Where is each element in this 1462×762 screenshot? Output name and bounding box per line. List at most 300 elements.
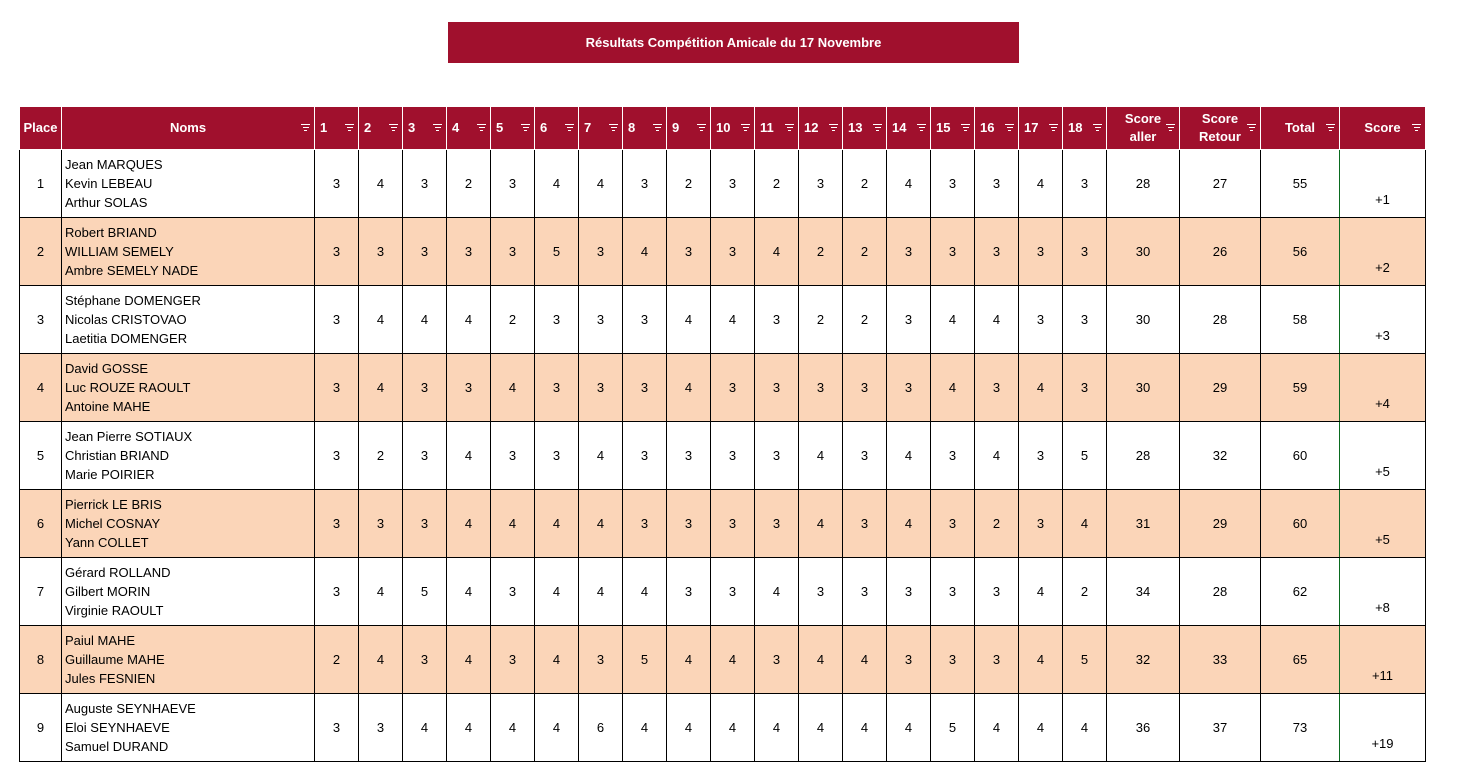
hole-score-cell: 3 bbox=[1019, 490, 1063, 558]
hole-score-cell: 4 bbox=[403, 286, 447, 354]
hole-score-cell: 3 bbox=[1063, 218, 1107, 286]
header-hole-15[interactable] bbox=[931, 107, 975, 150]
header-hole-13[interactable] bbox=[843, 107, 887, 150]
hole-score-cell: 5 bbox=[931, 694, 975, 762]
page-title-text: Résultats Compétition Amicale du 17 Novembre bbox=[585, 35, 882, 50]
hole-score-cell: 4 bbox=[843, 626, 887, 694]
place-cell: 4 bbox=[20, 354, 62, 422]
header-hole-label: 3 bbox=[408, 120, 416, 135]
hole-score-cell: 4 bbox=[535, 558, 579, 626]
player-name: Paiul MAHE bbox=[65, 633, 136, 648]
player-name: Antoine MAHE bbox=[65, 399, 151, 414]
hole-score-cell: 4 bbox=[667, 354, 711, 422]
filter-icon[interactable] bbox=[433, 124, 442, 132]
page-title bbox=[448, 22, 1019, 63]
names-cell bbox=[62, 354, 315, 422]
place-cell: 8 bbox=[20, 626, 62, 694]
total-cell: 60 bbox=[1261, 422, 1340, 490]
score-aller-cell: 36 bbox=[1107, 694, 1180, 762]
place-cell: 5 bbox=[20, 422, 62, 490]
filter-icon[interactable] bbox=[609, 124, 618, 132]
score-cell: +3 bbox=[1340, 286, 1426, 354]
hole-score-cell: 2 bbox=[491, 286, 535, 354]
hole-score-cell: 4 bbox=[1019, 150, 1063, 218]
hole-score-cell: 4 bbox=[1019, 558, 1063, 626]
hole-score-cell: 3 bbox=[843, 558, 887, 626]
hole-score-cell: 4 bbox=[359, 150, 403, 218]
hole-score-cell: 3 bbox=[887, 218, 931, 286]
hole-score-cell: 4 bbox=[887, 694, 931, 762]
hole-score-cell: 4 bbox=[623, 558, 667, 626]
hole-score-cell: 3 bbox=[755, 354, 799, 422]
hole-score-cell: 3 bbox=[755, 626, 799, 694]
score-retour-cell: 27 bbox=[1180, 150, 1261, 218]
hole-score-cell: 3 bbox=[447, 218, 491, 286]
filter-icon[interactable] bbox=[1247, 124, 1256, 132]
player-name: Jean MARQUES bbox=[65, 157, 163, 172]
place-cell: 9 bbox=[20, 694, 62, 762]
header-hole-label: 7 bbox=[584, 120, 592, 135]
hole-score-cell: 3 bbox=[1019, 218, 1063, 286]
hole-score-cell: 4 bbox=[755, 218, 799, 286]
hole-score-cell: 2 bbox=[667, 150, 711, 218]
hole-score-cell: 2 bbox=[755, 150, 799, 218]
header-hole-label: 1 bbox=[320, 120, 328, 135]
filter-icon[interactable] bbox=[1326, 124, 1335, 132]
hole-score-cell: 3 bbox=[843, 354, 887, 422]
filter-icon[interactable] bbox=[785, 124, 794, 132]
header-hole-label: 5 bbox=[496, 120, 504, 135]
header-hole-14[interactable] bbox=[887, 107, 931, 150]
hole-score-cell: 3 bbox=[359, 694, 403, 762]
player-name: Samuel DURAND bbox=[65, 739, 169, 754]
score-retour-cell: 33 bbox=[1180, 626, 1261, 694]
hole-score-cell: 4 bbox=[359, 626, 403, 694]
filter-icon[interactable] bbox=[1049, 124, 1058, 132]
hole-score-cell: 3 bbox=[931, 218, 975, 286]
hole-score-cell: 3 bbox=[315, 490, 359, 558]
player-name: Auguste SEYNHAEVE bbox=[65, 701, 196, 716]
header-hole-2[interactable] bbox=[359, 107, 403, 150]
score-cell: +8 bbox=[1340, 558, 1426, 626]
hole-score-cell: 3 bbox=[579, 286, 623, 354]
score-cell: +11 bbox=[1340, 626, 1426, 694]
hole-score-cell: 5 bbox=[403, 558, 447, 626]
hole-score-cell: 4 bbox=[447, 694, 491, 762]
hole-score-cell: 4 bbox=[887, 422, 931, 490]
header-hole-10[interactable] bbox=[711, 107, 755, 150]
total-cell: 62 bbox=[1261, 558, 1340, 626]
score-aller-cell: 30 bbox=[1107, 354, 1180, 422]
player-name: Gérard ROLLAND bbox=[65, 565, 171, 580]
hole-score-cell: 3 bbox=[359, 218, 403, 286]
hole-score-cell: 3 bbox=[931, 626, 975, 694]
table-row bbox=[20, 558, 1426, 626]
hole-score-cell: 4 bbox=[491, 354, 535, 422]
player-name: Kevin LEBEAU bbox=[65, 176, 153, 191]
hole-score-cell: 3 bbox=[403, 490, 447, 558]
score-cell: +5 bbox=[1340, 490, 1426, 558]
hole-score-cell: 4 bbox=[491, 694, 535, 762]
header-hole-4[interactable] bbox=[447, 107, 491, 150]
filter-icon[interactable] bbox=[565, 124, 574, 132]
hole-score-cell: 3 bbox=[711, 558, 755, 626]
hole-score-cell: 5 bbox=[1063, 422, 1107, 490]
hole-score-cell: 3 bbox=[403, 354, 447, 422]
hole-score-cell: 3 bbox=[711, 354, 755, 422]
header-hole-16[interactable] bbox=[975, 107, 1019, 150]
hole-score-cell: 3 bbox=[491, 626, 535, 694]
hole-score-cell: 3 bbox=[1063, 286, 1107, 354]
names-cell bbox=[62, 150, 315, 218]
hole-score-cell: 4 bbox=[1019, 626, 1063, 694]
hole-score-cell: 3 bbox=[447, 354, 491, 422]
header-score[interactable] bbox=[1340, 107, 1426, 150]
place-cell: 2 bbox=[20, 218, 62, 286]
filter-icon[interactable] bbox=[389, 124, 398, 132]
hole-score-cell: 4 bbox=[359, 286, 403, 354]
filter-icon[interactable] bbox=[917, 124, 926, 132]
hole-score-cell: 5 bbox=[535, 218, 579, 286]
player-name: Nicolas CRISTOVAO bbox=[65, 312, 187, 327]
names-cell bbox=[62, 694, 315, 762]
hole-score-cell: 4 bbox=[579, 150, 623, 218]
hole-score-cell: 4 bbox=[579, 558, 623, 626]
player-name: Guillaume MAHE bbox=[65, 652, 165, 667]
player-name: Ambre SEMELY NADE bbox=[65, 263, 199, 278]
hole-score-cell: 3 bbox=[843, 422, 887, 490]
header-hole-label: 2 bbox=[364, 120, 372, 135]
header-hole-18[interactable] bbox=[1063, 107, 1107, 150]
hole-score-cell: 3 bbox=[623, 422, 667, 490]
header-hole-6[interactable] bbox=[535, 107, 579, 150]
names-cell bbox=[62, 218, 315, 286]
hole-score-cell: 4 bbox=[579, 490, 623, 558]
hole-score-cell: 4 bbox=[667, 286, 711, 354]
hole-score-cell: 3 bbox=[975, 626, 1019, 694]
hole-score-cell: 3 bbox=[1063, 354, 1107, 422]
filter-icon[interactable] bbox=[873, 124, 882, 132]
filter-icon[interactable] bbox=[477, 124, 486, 132]
filter-icon[interactable] bbox=[345, 124, 354, 132]
hole-score-cell: 4 bbox=[535, 626, 579, 694]
hole-score-cell: 3 bbox=[535, 354, 579, 422]
hole-score-cell: 3 bbox=[799, 150, 843, 218]
table-row bbox=[20, 150, 1426, 218]
score-aller-cell: 30 bbox=[1107, 286, 1180, 354]
filter-icon[interactable] bbox=[1412, 124, 1421, 132]
names-cell bbox=[62, 286, 315, 354]
table-row bbox=[20, 694, 1426, 762]
hole-score-cell: 3 bbox=[623, 150, 667, 218]
header-score-aller-line: Score bbox=[1124, 111, 1162, 126]
score-cell: +5 bbox=[1340, 422, 1426, 490]
filter-icon[interactable] bbox=[1093, 124, 1102, 132]
hole-score-cell: 3 bbox=[315, 558, 359, 626]
header-score-aller-line: aller bbox=[1129, 129, 1157, 144]
total-cell: 73 bbox=[1261, 694, 1340, 762]
hole-score-cell: 2 bbox=[843, 286, 887, 354]
hole-score-cell: 3 bbox=[975, 150, 1019, 218]
header-hole-label: 15 bbox=[936, 120, 951, 135]
total-cell: 58 bbox=[1261, 286, 1340, 354]
hole-score-cell: 3 bbox=[667, 490, 711, 558]
score-aller-cell: 34 bbox=[1107, 558, 1180, 626]
hole-score-cell: 4 bbox=[447, 558, 491, 626]
hole-score-cell: 3 bbox=[667, 218, 711, 286]
hole-score-cell: 4 bbox=[711, 286, 755, 354]
header-hole-label: 8 bbox=[628, 120, 636, 135]
header-hole-9[interactable] bbox=[667, 107, 711, 150]
hole-score-cell: 4 bbox=[623, 694, 667, 762]
filter-icon[interactable] bbox=[1166, 124, 1175, 132]
header-hole-label: 11 bbox=[760, 120, 774, 135]
hole-score-cell: 2 bbox=[799, 218, 843, 286]
header-hole-11[interactable] bbox=[755, 107, 799, 150]
header-score-label: Score bbox=[1364, 120, 1401, 135]
score-aller-cell: 30 bbox=[1107, 218, 1180, 286]
filter-icon[interactable] bbox=[1005, 124, 1014, 132]
hole-score-cell: 5 bbox=[1063, 626, 1107, 694]
header-row bbox=[20, 107, 1426, 150]
total-cell: 65 bbox=[1261, 626, 1340, 694]
player-name: Laetitia DOMENGER bbox=[65, 331, 188, 346]
hole-score-cell: 2 bbox=[447, 150, 491, 218]
header-hole-label: 18 bbox=[1068, 120, 1083, 135]
header-names[interactable]: Noms bbox=[62, 107, 315, 150]
hole-score-cell: 3 bbox=[711, 490, 755, 558]
player-name: Marie POIRIER bbox=[65, 467, 155, 482]
player-name: Arthur SOLAS bbox=[65, 195, 148, 210]
hole-score-cell: 4 bbox=[1063, 694, 1107, 762]
header-hole-8[interactable] bbox=[623, 107, 667, 150]
header-score-retour-line: Retour bbox=[1199, 129, 1241, 144]
hole-score-cell: 6 bbox=[579, 694, 623, 762]
place-cell: 1 bbox=[20, 150, 62, 218]
header-hole-label: 13 bbox=[848, 120, 863, 135]
hole-score-cell: 5 bbox=[623, 626, 667, 694]
hole-score-cell: 3 bbox=[755, 422, 799, 490]
hole-score-cell: 3 bbox=[491, 422, 535, 490]
filter-icon[interactable] bbox=[301, 124, 310, 132]
hole-score-cell: 4 bbox=[447, 422, 491, 490]
hole-score-cell: 4 bbox=[359, 558, 403, 626]
hole-score-cell: 3 bbox=[711, 150, 755, 218]
hole-score-cell: 2 bbox=[975, 490, 1019, 558]
header-hole-label: 10 bbox=[716, 120, 731, 135]
names-cell bbox=[62, 422, 315, 490]
hole-score-cell: 4 bbox=[975, 286, 1019, 354]
hole-score-cell: 3 bbox=[403, 218, 447, 286]
hole-score-cell: 3 bbox=[491, 218, 535, 286]
hole-score-cell: 4 bbox=[579, 422, 623, 490]
hole-score-cell: 3 bbox=[535, 286, 579, 354]
header-hole-1[interactable] bbox=[315, 107, 359, 150]
hole-score-cell: 2 bbox=[1063, 558, 1107, 626]
player-name: Stéphane DOMENGER bbox=[65, 293, 201, 308]
hole-score-cell: 3 bbox=[315, 422, 359, 490]
hole-score-cell: 3 bbox=[1063, 150, 1107, 218]
table-row bbox=[20, 490, 1426, 558]
hole-score-cell: 3 bbox=[975, 558, 1019, 626]
total-cell: 60 bbox=[1261, 490, 1340, 558]
table-row bbox=[20, 218, 1426, 286]
hole-score-cell: 3 bbox=[623, 354, 667, 422]
hole-score-cell: 3 bbox=[887, 626, 931, 694]
hole-score-cell: 3 bbox=[975, 218, 1019, 286]
filter-icon[interactable] bbox=[829, 124, 838, 132]
filter-icon[interactable] bbox=[521, 124, 530, 132]
hole-score-cell: 4 bbox=[447, 626, 491, 694]
header-score-retour[interactable] bbox=[1180, 107, 1261, 150]
filter-icon[interactable] bbox=[697, 124, 706, 132]
table-row bbox=[20, 354, 1426, 422]
names-cell bbox=[62, 490, 315, 558]
hole-score-cell: 4 bbox=[887, 150, 931, 218]
total-cell: 59 bbox=[1261, 354, 1340, 422]
hole-score-cell: 4 bbox=[711, 626, 755, 694]
hole-score-cell: 4 bbox=[623, 218, 667, 286]
hole-score-cell: 3 bbox=[315, 354, 359, 422]
score-aller-cell: 31 bbox=[1107, 490, 1180, 558]
header-hole-17[interactable] bbox=[1019, 107, 1063, 150]
header-hole-label: 6 bbox=[540, 120, 548, 135]
hole-score-cell: 4 bbox=[447, 286, 491, 354]
hole-score-cell: 3 bbox=[315, 218, 359, 286]
hole-score-cell: 3 bbox=[667, 558, 711, 626]
results-table bbox=[19, 106, 1426, 762]
score-aller-cell: 28 bbox=[1107, 422, 1180, 490]
header-hole-5[interactable] bbox=[491, 107, 535, 150]
hole-score-cell: 3 bbox=[315, 286, 359, 354]
hole-score-cell: 4 bbox=[887, 490, 931, 558]
header-hole-3[interactable] bbox=[403, 107, 447, 150]
score-retour-cell: 29 bbox=[1180, 354, 1261, 422]
hole-score-cell: 3 bbox=[887, 286, 931, 354]
total-cell: 56 bbox=[1261, 218, 1340, 286]
place-cell: 3 bbox=[20, 286, 62, 354]
player-name: Michel COSNAY bbox=[65, 516, 161, 531]
hole-score-cell: 3 bbox=[403, 150, 447, 218]
hole-score-cell: 4 bbox=[755, 694, 799, 762]
hole-score-cell: 4 bbox=[711, 694, 755, 762]
player-name: David GOSSE bbox=[65, 361, 149, 376]
hole-score-cell: 2 bbox=[799, 286, 843, 354]
filter-icon[interactable] bbox=[961, 124, 970, 132]
place-cell: 6 bbox=[20, 490, 62, 558]
hole-score-cell: 3 bbox=[887, 354, 931, 422]
hole-score-cell: 4 bbox=[931, 354, 975, 422]
hole-score-cell: 4 bbox=[535, 490, 579, 558]
hole-score-cell: 4 bbox=[799, 490, 843, 558]
header-hole-label: 9 bbox=[672, 120, 680, 135]
header-score-aller[interactable] bbox=[1107, 107, 1180, 150]
header-hole-7[interactable] bbox=[579, 107, 623, 150]
hole-score-cell: 4 bbox=[359, 354, 403, 422]
hole-score-cell: 3 bbox=[755, 286, 799, 354]
header-hole-label: 12 bbox=[804, 120, 819, 135]
hole-score-cell: 4 bbox=[843, 694, 887, 762]
filter-icon[interactable] bbox=[741, 124, 750, 132]
score-cell: +2 bbox=[1340, 218, 1426, 286]
names-cell bbox=[62, 558, 315, 626]
score-retour-cell: 37 bbox=[1180, 694, 1261, 762]
hole-score-cell: 3 bbox=[931, 422, 975, 490]
hole-score-cell: 4 bbox=[667, 626, 711, 694]
hole-score-cell: 4 bbox=[975, 422, 1019, 490]
hole-score-cell: 3 bbox=[579, 354, 623, 422]
table-row bbox=[20, 626, 1426, 694]
filter-icon[interactable] bbox=[653, 124, 662, 132]
hole-score-cell: 3 bbox=[975, 354, 1019, 422]
score-aller-cell: 32 bbox=[1107, 626, 1180, 694]
hole-score-cell: 3 bbox=[931, 150, 975, 218]
hole-score-cell: 3 bbox=[931, 558, 975, 626]
player-name: Christian BRIAND bbox=[65, 448, 170, 463]
hole-score-cell: 4 bbox=[403, 694, 447, 762]
header-hole-label: 16 bbox=[980, 120, 995, 135]
hole-score-cell: 3 bbox=[799, 354, 843, 422]
hole-score-cell: 3 bbox=[1019, 422, 1063, 490]
score-cell: +19 bbox=[1340, 694, 1426, 762]
hole-score-cell: 3 bbox=[843, 490, 887, 558]
score-retour-cell: 28 bbox=[1180, 558, 1261, 626]
player-name: Yann COLLET bbox=[65, 535, 149, 550]
header-hole-label: 14 bbox=[892, 120, 907, 135]
hole-score-cell: 3 bbox=[359, 490, 403, 558]
header-total-label: Total bbox=[1284, 120, 1316, 135]
hole-score-cell: 3 bbox=[931, 490, 975, 558]
hole-score-cell: 3 bbox=[579, 626, 623, 694]
score-retour-cell: 32 bbox=[1180, 422, 1261, 490]
player-name: WILLIAM SEMELY bbox=[65, 244, 174, 259]
score-retour-cell: 29 bbox=[1180, 490, 1261, 558]
header-place: Place bbox=[20, 107, 62, 150]
player-name: Virginie RAOULT bbox=[65, 603, 164, 618]
hole-score-cell: 3 bbox=[755, 490, 799, 558]
hole-score-cell: 3 bbox=[1019, 286, 1063, 354]
score-aller-cell: 28 bbox=[1107, 150, 1180, 218]
header-hole-label: 4 bbox=[452, 120, 460, 135]
hole-score-cell: 3 bbox=[315, 150, 359, 218]
hole-score-cell: 3 bbox=[315, 694, 359, 762]
hole-score-cell: 4 bbox=[1063, 490, 1107, 558]
header-total[interactable] bbox=[1261, 107, 1340, 150]
hole-score-cell: 3 bbox=[799, 558, 843, 626]
hole-score-cell: 3 bbox=[623, 286, 667, 354]
player-name: Robert BRIAND bbox=[65, 225, 157, 240]
hole-score-cell: 3 bbox=[667, 422, 711, 490]
table-row bbox=[20, 422, 1426, 490]
hole-score-cell: 4 bbox=[799, 694, 843, 762]
total-cell: 55 bbox=[1261, 150, 1340, 218]
player-name: Eloi SEYNHAEVE bbox=[65, 720, 170, 735]
names-cell bbox=[62, 626, 315, 694]
hole-score-cell: 3 bbox=[535, 422, 579, 490]
header-score-retour-line: Score bbox=[1201, 111, 1239, 126]
hole-score-cell: 4 bbox=[491, 490, 535, 558]
hole-score-cell: 4 bbox=[1019, 354, 1063, 422]
player-name: Jules FESNIEN bbox=[65, 671, 156, 686]
score-retour-cell: 28 bbox=[1180, 286, 1261, 354]
hole-score-cell: 2 bbox=[359, 422, 403, 490]
hole-score-cell: 3 bbox=[579, 218, 623, 286]
hole-score-cell: 3 bbox=[403, 422, 447, 490]
hole-score-cell: 2 bbox=[843, 218, 887, 286]
hole-score-cell: 4 bbox=[1019, 694, 1063, 762]
header-hole-12[interactable] bbox=[799, 107, 843, 150]
header-hole-label: 17 bbox=[1024, 120, 1039, 135]
